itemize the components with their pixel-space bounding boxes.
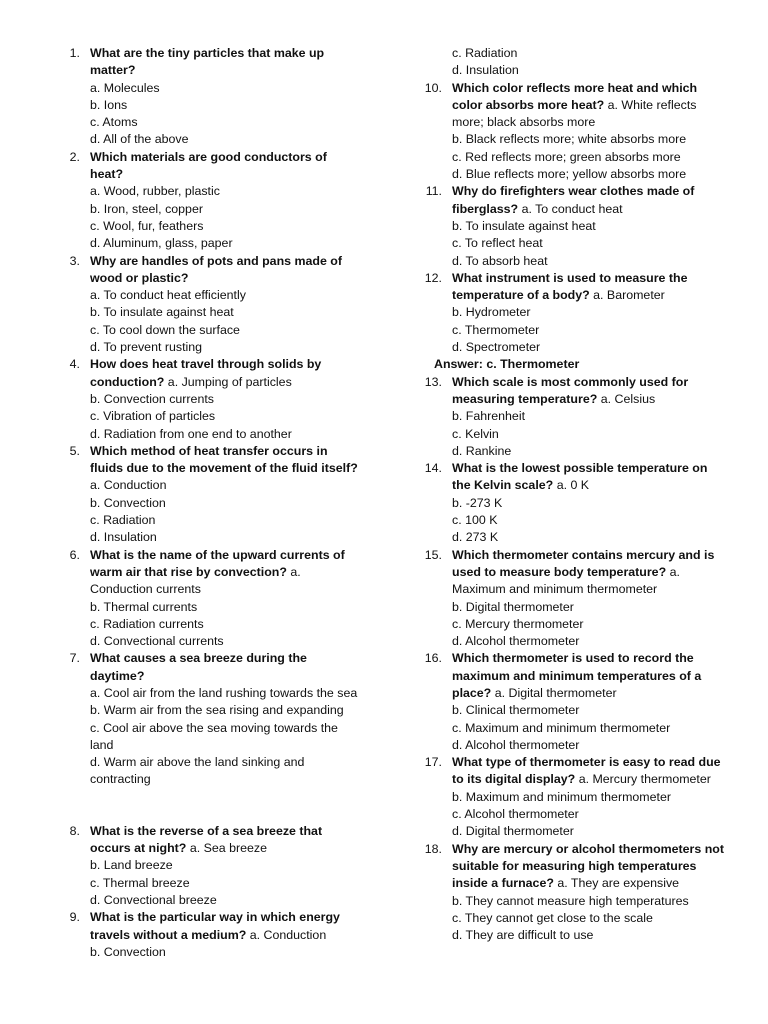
option-text: d. Warm air above the land sinking and contracting	[90, 755, 305, 787]
option-text: d. They are difficult to use	[452, 928, 594, 943]
option-text: b. Black reflects more; white absorbs more	[452, 132, 687, 147]
question-number: 11.	[425, 184, 442, 199]
question-item	[424, 841, 728, 945]
question-number: 10.	[424, 80, 442, 95]
option-text: b. Ions	[90, 97, 128, 112]
question-number: 16.	[424, 651, 442, 666]
question-stem: What is the lowest possible temperature on the Kelvin scale?	[452, 461, 708, 493]
question-list-right	[424, 80, 728, 357]
option-text: d. Alcohol thermometer	[452, 737, 580, 752]
option-text: b. To insulate against heat	[90, 305, 234, 320]
question-stem: Why do firefighters wear clothes made of fiberglass?	[452, 184, 695, 216]
option-text: a. They are expensive	[557, 876, 680, 891]
option-text: c. Alcohol thermometer	[452, 807, 579, 822]
question-stem: Why are handles of pots and pans made of wood or plastic?	[90, 253, 342, 285]
option-text: d. Spectrometer	[452, 340, 541, 355]
option-text: a. White reflects more; black absorbs more	[452, 97, 697, 130]
option-text: c. Mercury thermometer	[452, 616, 584, 631]
question-number: 1.	[69, 46, 80, 60]
option-text: a. Maximum and minimum thermometer	[452, 564, 680, 597]
question-item	[424, 650, 728, 754]
option-text: a. Molecules	[90, 80, 160, 95]
option-text: d. Convectional breeze	[90, 892, 217, 907]
question-stem: Which method of heat transfer occurs in fluids due to the movement of the fluid itself?	[90, 443, 358, 476]
option-text: d. Radiation from one end to another	[90, 426, 292, 441]
option-text: c. Vibration of particles	[90, 409, 216, 424]
question-item	[424, 374, 728, 460]
question-item	[424, 270, 728, 356]
option-text: c. Kelvin	[452, 426, 499, 441]
option-text: d. Digital thermometer	[452, 824, 574, 839]
option-text: d. Aluminum, glass, paper	[90, 236, 233, 251]
question-number: 7.	[69, 651, 80, 666]
option-text: a. Mercury thermometer	[578, 772, 711, 787]
option-text: a. Cool air from the land rushing towards the sea	[90, 685, 358, 700]
option-text: b. Fahrenheit	[452, 409, 526, 424]
option-text: d. Convectional currents	[90, 634, 224, 649]
question-item	[62, 356, 362, 442]
option-text: b. Maximum and minimum thermometer	[452, 789, 671, 804]
option-text: b. -273 K	[452, 495, 503, 510]
question-item	[424, 80, 728, 184]
question-stem: Which color reflects more heat and which color absorbs more heat?	[452, 80, 698, 112]
option-text: d. Rankine	[452, 443, 512, 458]
question-number: 17.	[424, 755, 442, 770]
option-text: a. To conduct heat efficiently	[90, 288, 246, 303]
option-text: b. Land breeze	[90, 858, 173, 873]
question-stem: Which thermometer is used to record the maximum and minimum temperatures of a place?	[452, 651, 702, 700]
question-stem: Which materials are good conductors of heat?	[90, 149, 327, 182]
option-text: b. Digital thermometer	[452, 599, 574, 614]
option-text: d. Insulation	[452, 63, 519, 78]
question-item	[62, 909, 362, 961]
option-text: a. Jumping of particles	[167, 374, 292, 389]
option-text: b. Convection	[90, 495, 166, 510]
question-item	[424, 754, 728, 840]
left-column	[62, 45, 362, 961]
option-text: c. To cool down the surface	[90, 322, 240, 337]
question-stem: How does heat travel through solids by conduction?	[90, 357, 322, 389]
option-text: b. To insulate against heat	[452, 218, 596, 233]
right-column	[424, 45, 728, 944]
option-text: a. Sea breeze	[189, 841, 267, 856]
question-number: 14.	[424, 461, 442, 476]
option-text: c. Maximum and minimum thermometer	[452, 720, 671, 735]
question-item	[424, 547, 728, 651]
question-item	[62, 253, 362, 357]
option-text: b. Warm air from the sea rising and expanding	[90, 703, 344, 718]
question-number: 12.	[424, 270, 442, 285]
question-stem: What are the tiny particles that make up matter?	[90, 46, 325, 78]
option-text: c. Red reflects more; green absorbs more	[452, 149, 681, 164]
question-stem: Which thermometer contains mercury and is used to measure body temperature?	[452, 547, 715, 579]
question-number: 2.	[69, 149, 80, 164]
option-text: c. Atoms	[90, 115, 138, 130]
option-text: c. Radiation	[452, 46, 518, 60]
question-list-left	[62, 45, 362, 961]
option-text: c. To reflect heat	[452, 236, 543, 251]
option-text: b. Convection	[90, 944, 166, 959]
question-item	[62, 149, 362, 253]
question-item	[424, 183, 728, 269]
option-text: a. Digital thermometer	[494, 685, 617, 700]
option-text: d. Insulation	[90, 530, 157, 545]
question-number: 4.	[69, 357, 80, 372]
option-text: a. 0 K	[556, 478, 590, 493]
option-text: b. Hydrometer	[452, 305, 531, 320]
question-list-right-2	[424, 374, 728, 945]
option-text: a. Wood, rubber, plastic	[90, 184, 220, 199]
question-number: 13.	[424, 374, 442, 389]
option-text: a. Conduction	[90, 478, 167, 493]
question-9-continued	[424, 45, 728, 80]
option-text: d. To prevent rusting	[90, 340, 203, 355]
option-text: a. Conduction currents	[90, 564, 301, 597]
option-text: b. Convection currents	[90, 391, 214, 406]
option-text: c. Thermometer	[452, 322, 540, 337]
option-text: c. Wool, fur, feathers	[90, 218, 204, 233]
question-stem: What type of thermometer is easy to read due to its digital display?	[452, 755, 721, 787]
question-stem: What is the particular way in which energy travels without a medium?	[90, 910, 340, 942]
option-text: d. Blue reflects more; yellow absorbs more	[452, 167, 687, 182]
option-text: b. They cannot measure high temperatures	[452, 893, 689, 908]
question-number: 6.	[69, 547, 80, 562]
option-text: d. To absorb heat	[452, 253, 548, 268]
option-text: a. To conduct heat	[521, 201, 623, 216]
question-number: 5.	[69, 443, 80, 458]
option-text: c. Radiation	[90, 513, 156, 528]
question-item	[424, 460, 728, 546]
question-stem: What causes a sea breeze during the daytime?	[90, 651, 307, 683]
question-number: 9.	[69, 910, 80, 925]
question-stem: Which scale is most commonly used for measuring temperature?	[452, 374, 689, 406]
question-stem: What is the name of the upward currents of warm air that rise by convection?	[90, 547, 345, 579]
option-text: b. Iron, steel, copper	[90, 201, 203, 216]
option-text: d. Alcohol thermometer	[452, 634, 580, 649]
option-text: c. 100 K	[452, 513, 498, 528]
option-text: d. All of the above	[90, 132, 189, 147]
option-text: a. Conduction	[249, 927, 327, 942]
option-text: a. Celsius	[600, 391, 656, 406]
question-item	[62, 547, 362, 651]
question-stem: Why are mercury or alcohol thermometers not suitable for measuring high temperatures inside a furnace?	[452, 841, 724, 891]
spacer	[62, 789, 362, 823]
question-item	[62, 443, 362, 547]
question-number: 8.	[69, 823, 80, 838]
option-text: c. Cool air above the sea moving towards the land	[90, 720, 338, 752]
option-text: d. 273 K	[452, 530, 499, 545]
question-item	[62, 650, 362, 788]
question-stem: What is the reverse of a sea breeze that occurs at night?	[90, 823, 323, 856]
option-text: c. They cannot get close to the scale	[452, 910, 653, 925]
question-item	[62, 45, 362, 149]
question-number: 3.	[69, 253, 80, 268]
option-text: b. Clinical thermometer	[452, 703, 580, 718]
question-number: 18.	[424, 841, 442, 856]
option-text: c. Radiation currents	[90, 616, 204, 631]
option-text: b. Thermal currents	[90, 599, 198, 614]
question-stem: What instrument is used to measure the temperature of a body?	[452, 270, 688, 303]
option-text: a. Barometer	[593, 288, 665, 303]
question-number: 15.	[424, 547, 442, 562]
answer-line: Answer: c. Thermometer	[434, 357, 580, 372]
option-text: c. Thermal breeze	[90, 875, 190, 890]
question-item	[62, 823, 362, 909]
